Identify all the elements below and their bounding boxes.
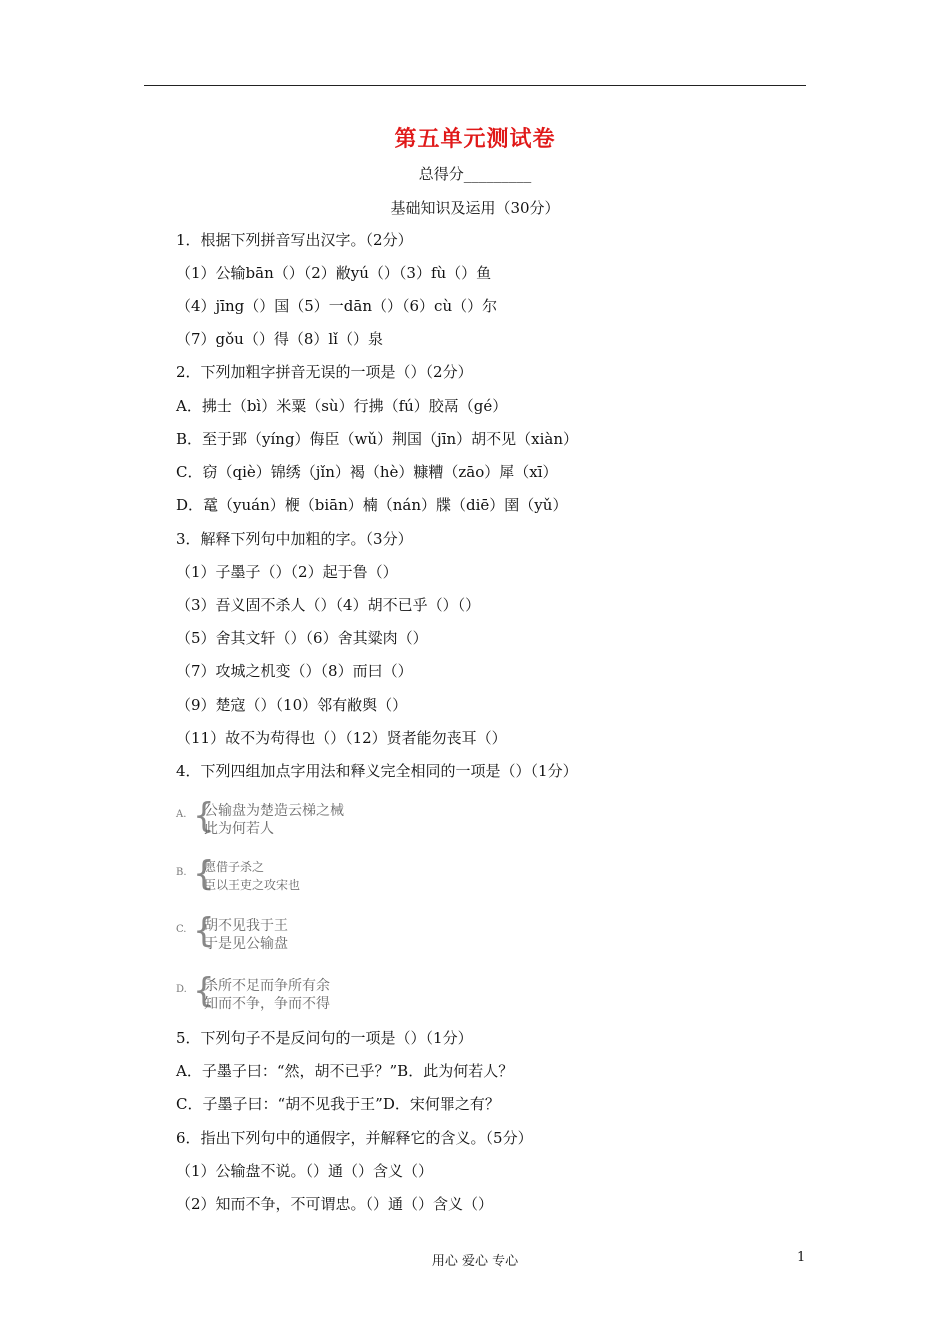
option-letter: C. [176,924,187,935]
q2-option-d: D．鼋（yuán）楩（biān）楠（nán）牒（diē）圉（yǔ） [176,496,568,514]
option-line-2: 于是见公输盘 [204,936,288,952]
page-title: 第五单元测试卷 [394,126,556,152]
q1-row-1: （1）公输bān（）（2）敝yú（）（3）fù（）鱼 [176,264,492,282]
q5-row-1: A．子墨子曰：“然，胡不已乎？”B．此为何若人？ [176,1062,514,1080]
q6-row-1: （1）公输盘不说。（）通（）含义（） [176,1162,434,1180]
brace-icon: { [193,971,215,1011]
brace-icon: { [193,911,215,951]
q2-option-a: A．拂士（bì）米粟（sù）行拂（fú）胶鬲（gé） [176,397,508,415]
q4-option-c [176,911,456,955]
option-line-2: 此为何若人 [204,821,274,837]
option-line-2: 知而不争，争而不得 [204,996,330,1012]
question-3: 3．解释下列句中加粗的字。（3分） [176,530,413,548]
q2-option-b: B．至于郢（yíng）侮臣（wǔ）荆国（jīn）胡不见（xiàn） [176,430,579,448]
q3-row-6: （11）故不为苟得也（）（12）贤者能勿丧耳（） [176,729,507,747]
question-4: 4．下列四组加点字用法和释义完全相同的一项是（）（1分） [176,762,578,780]
section-heading: 基础知识及运用（30分） [390,199,560,217]
q3-row-2: （3）吾义固不杀人（）（4）胡不已乎（）（） [176,596,481,614]
option-letter: A. [176,809,187,820]
brace-icon: { [193,854,215,894]
question-2: 2．下列加粗字拼音无误的一项是（）（2分） [176,363,473,381]
option-line-2: 臣以王吏之攻宋也 [204,878,301,892]
option-line-1: 杀所不足而争所有余 [204,978,330,994]
option-letter: B. [176,867,187,878]
q2-option-c: C．窃（qiè）锦绣（jǐn）褐（hè）糠糟（zāo）犀（xī） [176,463,558,481]
score-line: 总得分_________ [418,165,532,183]
question-5: 5．下列句子不是反问句的一项是（）（1分） [176,1029,473,1047]
option-letter: D. [176,984,187,995]
header-rule [144,85,806,86]
q4-option-b [176,854,456,898]
q4-option-a [176,796,456,840]
q3-row-1: （1）子墨子（）（2）起于鲁（） [176,563,398,581]
option-line-1: 公输盘为楚造云梯之械 [204,803,344,819]
brace-icon: { [193,796,215,836]
q4-option-d [176,971,456,1015]
q5-row-2: C．子墨子曰：“胡不见我于王”D．宋何罪之有？ [176,1095,500,1113]
q1-row-3: （7）gǒu（）得（8）lǐ（）泉 [176,330,383,348]
q1-row-2: （4）jīng（）国（5）一dān（）（6）cù（）尔 [176,297,498,315]
q3-row-4: （7）攻城之机变（）（8）而曰（） [176,662,413,680]
q3-row-5: （9）楚寇（）（10）邻有敝舆（） [176,696,408,714]
page-number: 1 [797,1250,806,1265]
option-line-1: 胡不见我于王 [204,918,288,934]
footer-motto: 用心 爱心 专心 [431,1254,519,1269]
option-line-1: 愿借子杀之 [204,860,265,874]
q3-row-3: （5）舍其文轩（）（6）舍其粱肉（） [176,629,428,647]
question-1: 1．根据下列拼音写出汉字。（2分） [176,231,413,249]
q6-row-2: （2）知而不争，不可谓忠。（）通（）含义（） [176,1195,494,1213]
question-6: 6．指出下列句中的通假字，并解释它的含义。（5分） [176,1129,533,1147]
